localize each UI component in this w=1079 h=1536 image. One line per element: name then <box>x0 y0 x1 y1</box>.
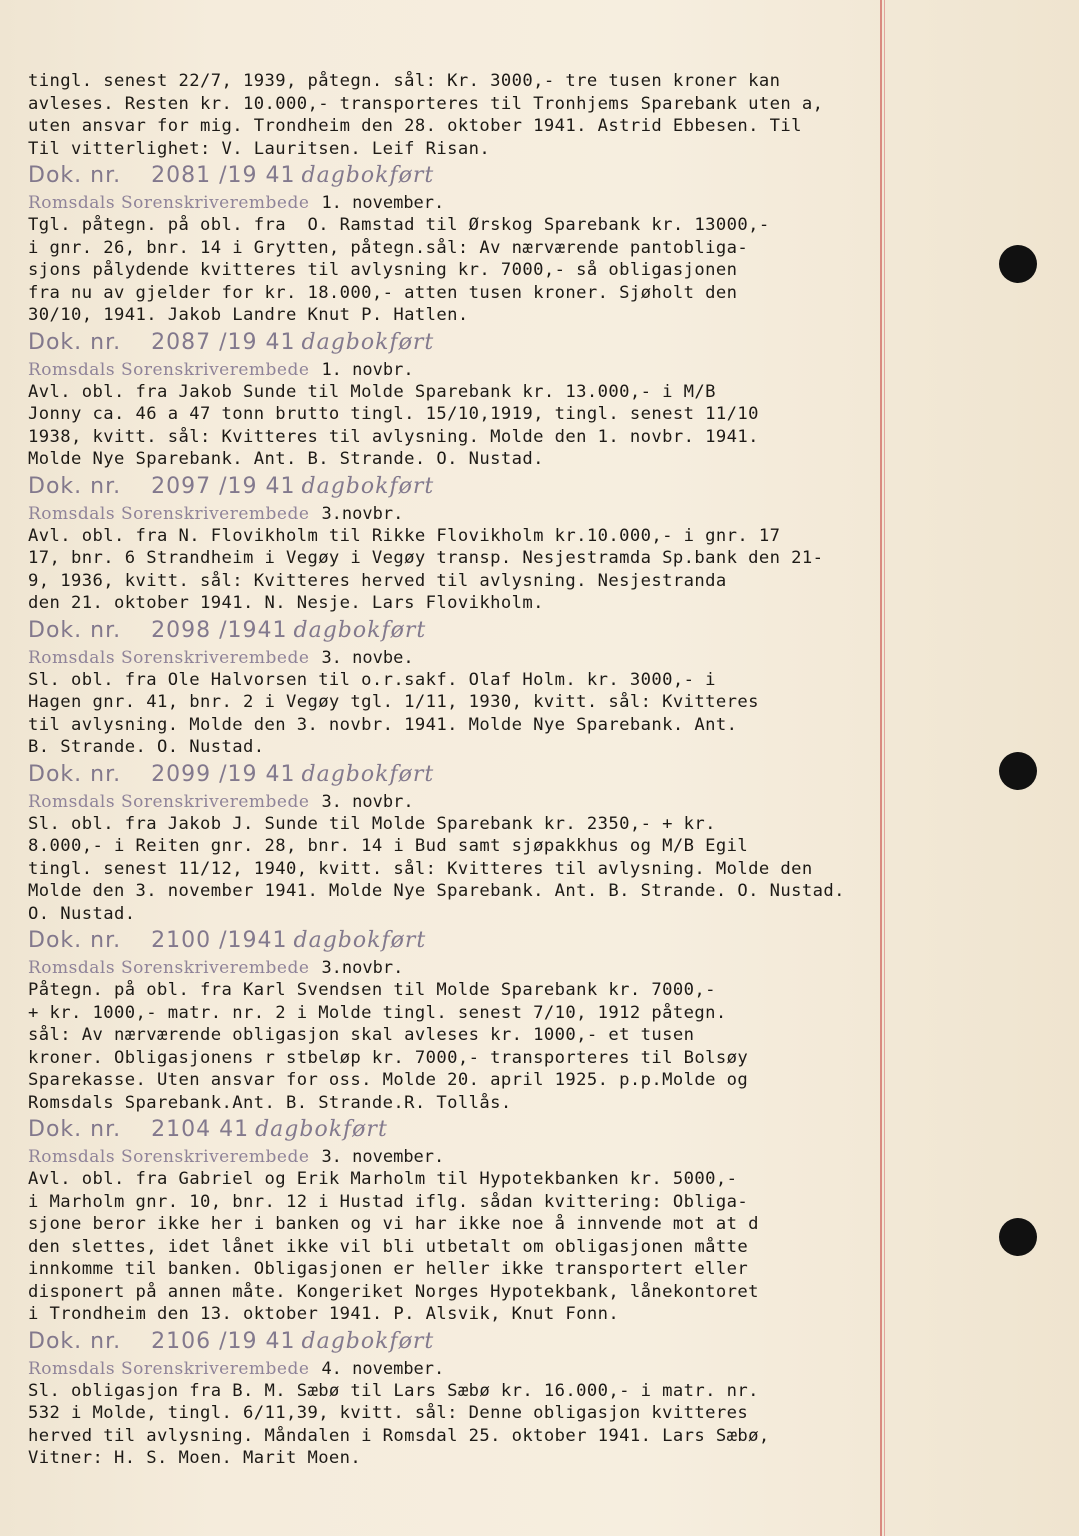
stamp-suffix: dagbokført <box>301 761 435 787</box>
doc-number: 2104 <box>151 1117 212 1142</box>
doc-number: 2097 <box>151 473 212 499</box>
entry-text: Avl. obl. fra N. Flovikholm til Rikke Flovikholm kr.10.000,- i gnr. 17 17, bnr. 6 Strandheim i Vegøy i Vegøy transp. Nesjestramda Sp.bank den 21- 9, 1936, kvitt. sål: Kvitteres herved til avlysning. Nesjestranda den 21. oktober 1941. N. Nesje. Lars Flovikholm. <box>28 525 824 613</box>
entry-date: 3. november. <box>321 1147 445 1167</box>
stamp-prefix: Dok. nr. <box>28 473 122 499</box>
stamp-prefix: Dok. nr. <box>28 329 122 355</box>
doc-number: 2081 <box>151 163 212 188</box>
ledger-entry <box>28 471 958 615</box>
doc-year: /1941 <box>219 928 288 953</box>
office-stamp: Romsdals Sorenskriverembede <box>28 193 310 213</box>
doc-number: 2099 <box>151 761 212 787</box>
entry-text: Avl. obl. fra Jakob Sunde til Molde Sparebank kr. 13.000,- i M/B Jonny ca. 46 a 47 tonn brutto tingl. 15/10,1919, tingl. senest 11/10 1938, kvitt. sål: Kvitteres til avlysning. Molde den 1. novbr. 1941. Molde Nye Sparebank. Ant. B. Strande. O. Nustad. <box>28 381 759 469</box>
doc-number: 2087 <box>151 329 212 355</box>
office-stamp: Romsdals Sorenskriverembede <box>28 791 310 812</box>
dok-nr-stamp <box>28 160 958 192</box>
dok-nr-stamp <box>28 925 958 957</box>
office-line <box>28 503 958 525</box>
ledger-entry <box>28 160 958 327</box>
entry-date: 3. novbe. <box>321 647 414 668</box>
entry-text: Avl. obl. fra Gabriel og Erik Marholm til Hypotekbanken kr. 5000,- i Marholm gnr. 10, bnr. 12 i Hustad iflg. sådan kvittering: Obliga- sjone beror ikke her i banken og vi har ikke noe å innvende mot at d den slettes, idet lånet ikke vil bli utbetalt om obligasjonen måtte innkomme til banken. Obligasjonen er heller ikke transportert eller disponert på annen måte. Kongeriket Norges Hypotekbank, lånekontoret i Trondheim den 13. oktober 1941. P. Alsvik, Knut Fonn. <box>28 1169 759 1324</box>
office-stamp: Romsdals Sorenskriverembede <box>28 503 310 524</box>
dok-nr-stamp <box>28 471 958 503</box>
office-stamp: Romsdals Sorenskriverembede <box>28 359 310 380</box>
office-line <box>28 1146 958 1168</box>
doc-year: /19 41 <box>219 1328 296 1354</box>
ledger-entries <box>28 70 958 1470</box>
stamp-prefix: Dok. nr. <box>28 761 122 787</box>
doc-year: /19 41 <box>219 473 296 499</box>
stamp-suffix: dagbokført <box>293 928 427 953</box>
stamp-suffix: dagbokført <box>293 617 427 643</box>
stamp-suffix: dagbokført <box>301 473 435 499</box>
doc-number: 2100 <box>151 928 212 953</box>
ledger-entry <box>28 327 958 471</box>
office-line <box>28 1358 958 1380</box>
entry-text: Sl. obligasjon fra B. M. Sæbø til Lars Sæbø kr. 16.000,- i matr. nr. 532 i Molde, tingl. 6/11,39, kvitt. sål: Denne obligasjon kvitteres herved til avlysning. Måndalen i Romsdal 25. oktober 1941. Lars Sæbø, Vitner: H. S. Moen. Marit Moen. <box>28 1380 770 1468</box>
office-line <box>28 647 958 669</box>
entry-text: Påtegn. på obl. fra Karl Svendsen til Molde Sparebank kr. 7000,- + kr. 1000,- matr. nr. 2 i Molde tingl. senest 7/10, 1912 påtegn. sål: Av nærværende obligasjon skal avleses kr. 1000,- et tusen kroner. Obligasjonens r stbeløp kr. 7000,- transporteres til Bolsøy Sparekasse. Uten ansvar for oss. Molde 20. april 1925. p.p.Molde og Romsdals Sparebank.Ant. B. Strande.R. Tollås. <box>28 980 749 1113</box>
doc-year: /1941 <box>219 617 288 643</box>
office-line <box>28 192 958 214</box>
entry-date: 1. november. <box>321 193 445 213</box>
entry-date: 4. november. <box>321 1358 445 1379</box>
stamp-suffix: dagbokført <box>301 1328 435 1354</box>
dok-nr-stamp <box>28 1326 958 1358</box>
stamp-prefix: Dok. nr. <box>28 617 122 643</box>
entry-text: Tgl. påtegn. på obl. fra O. Ramstad til Ørskog Sparebank kr. 13000,- i gnr. 26, bnr. 14 i Grytten, påtegn.sål: Av nærværende pantobliga- sjons pålydende kvitteres til avlysning kr. 7000,- så obligasjonen fra nu av gjelder for kr. 18.000,- atten tusen kroner. Sjøholt den 30/10, 1941. Jakob Landre Knut P. Hatlen. <box>28 215 770 325</box>
punch-hole <box>999 752 1037 790</box>
office-stamp: Romsdals Sorenskriverembede <box>28 1147 310 1167</box>
ledger-entry <box>28 759 958 926</box>
stamp-prefix: Dok. nr. <box>28 1117 122 1142</box>
ledger-entry <box>28 1114 958 1326</box>
entry-date: 3.novbr. <box>321 503 404 524</box>
opening-text: tingl. senest 22/7, 1939, påtegn. sål: Kr. 3000,- tre tusen kroner kan avleses. Resten kr. 10.000,- transporteres til Tronhjems Sparebank uten a, uten ansvar for mig. Trondheim den 28. oktober 1941. Astrid Ebbesen. Til Til vitterlighet: V. Lauritsen. Leif Risan. <box>28 71 824 159</box>
doc-number: 2098 <box>151 617 212 643</box>
stamp-suffix: dagbokført <box>301 163 435 188</box>
office-stamp: Romsdals Sorenskriverembede <box>28 647 310 668</box>
punch-hole <box>999 1218 1037 1256</box>
office-line <box>28 791 958 813</box>
doc-year: /19 41 <box>219 761 296 787</box>
dok-nr-stamp <box>28 759 958 791</box>
office-stamp: Romsdals Sorenskriverembede <box>28 958 310 978</box>
ledger-entry <box>28 1326 958 1470</box>
doc-number: 2106 <box>151 1328 212 1354</box>
stamp-prefix: Dok. nr. <box>28 928 122 953</box>
dok-nr-stamp <box>28 615 958 647</box>
dok-nr-stamp <box>28 327 958 359</box>
stamp-suffix: dagbokført <box>255 1117 388 1142</box>
doc-year: /19 41 <box>219 329 296 355</box>
office-line <box>28 957 958 979</box>
ledger-entry <box>28 925 958 1114</box>
entry-text: Sl. obl. fra Jakob J. Sunde til Molde Sparebank kr. 2350,- + kr. 8.000,- i Reiten gnr. 28, bnr. 14 i Bud samt sjøpakkhus og M/B Egil tingl. senest 11/12, 1940, kvitt. sål: Kvitteres til avlysning. Molde den Molde den 3. november 1941. Molde Nye Sparebank. Ant. B. Strande. O. Nustad. O. Nustad. <box>28 813 845 924</box>
entry-date: 3. novbr. <box>321 791 414 812</box>
dok-nr-stamp <box>28 1114 958 1146</box>
stamp-prefix: Dok. nr. <box>28 163 122 188</box>
entry-text: Sl. obl. fra Ole Halvorsen til o.r.sakf. Olaf Holm. kr. 3000,- i Hagen gnr. 41, bnr. 2 i Vegøy tgl. 1/11, 1930, kvitt. sål: Kvitteres til avlysning. Molde den 3. novbr. 1941. Molde Nye Sparebank. Ant. B. Strande. O. Nustad. <box>28 669 759 757</box>
ledger-entry <box>28 615 958 759</box>
stamp-suffix: dagbokført <box>301 329 435 355</box>
doc-year: /19 41 <box>219 163 296 188</box>
office-stamp: Romsdals Sorenskriverembede <box>28 1358 310 1379</box>
office-line <box>28 359 958 381</box>
entry-date: 1. novbr. <box>321 359 414 380</box>
doc-year: 41 <box>219 1117 250 1142</box>
stamp-prefix: Dok. nr. <box>28 1328 122 1354</box>
entry-date: 3.novbr. <box>321 958 404 978</box>
punch-hole <box>999 245 1037 283</box>
